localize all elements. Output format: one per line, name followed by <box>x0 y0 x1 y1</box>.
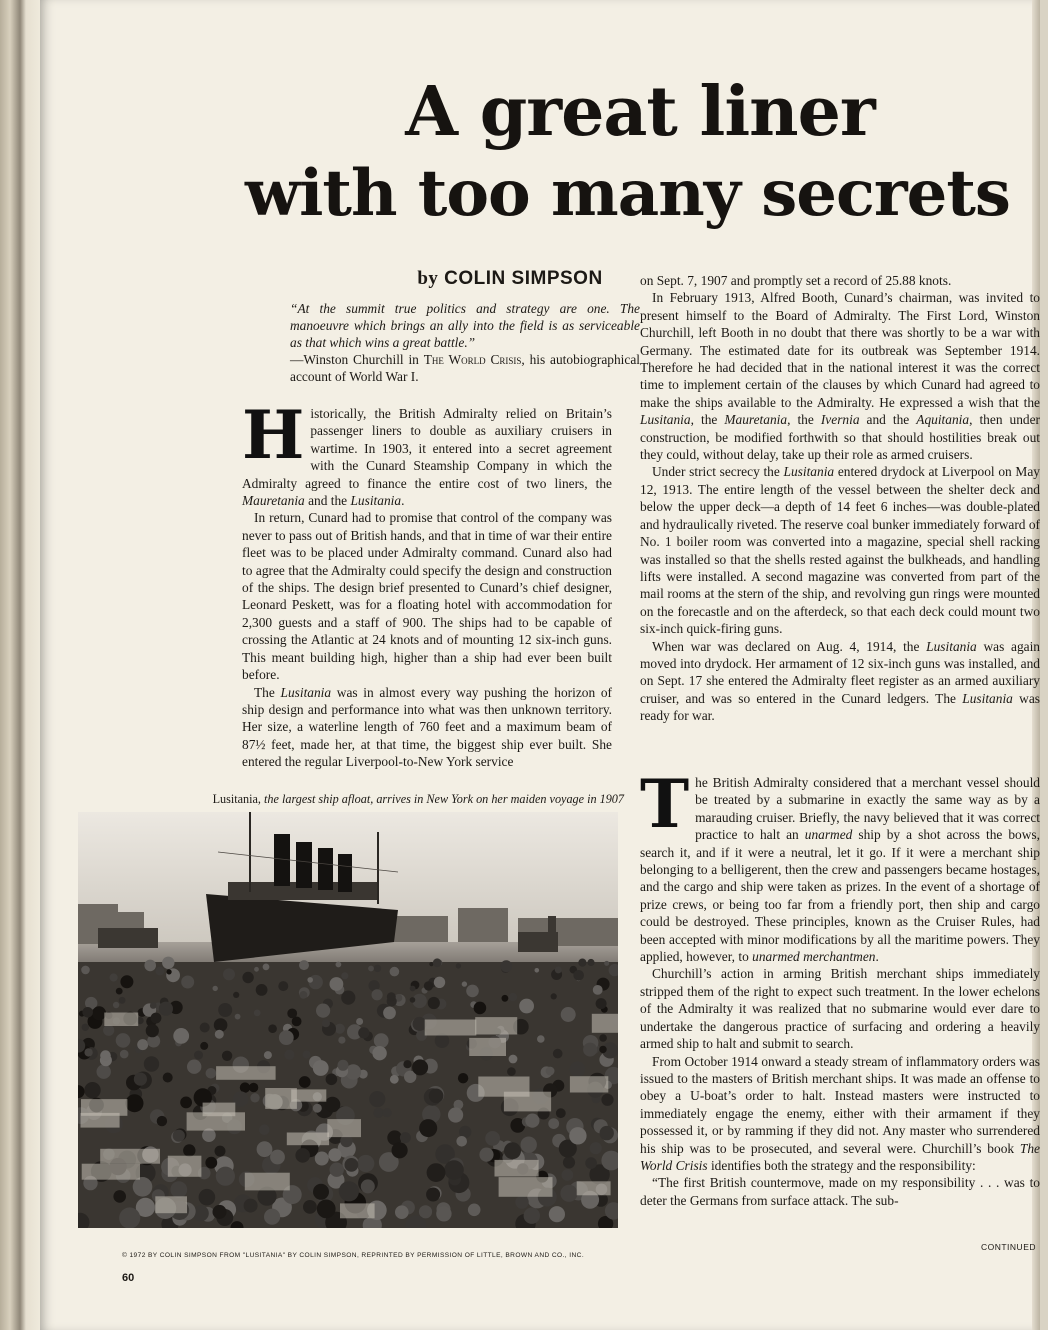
paragraph: on Sept. 7, 1907 and promptly set a record of 25.88 knots. <box>640 273 952 288</box>
text: was in almost every way pushing the horizon of ship design and performance into what was then unknown territory. Her size, a waterline length of 760 feet and a maximum beam of 87½ feet, made her, at that time, the biggest ship ever built. She entered the regular Liverpool-to-New York service <box>242 684 612 770</box>
book-title: The World Crisis <box>640 1140 1040 1173</box>
ship-name: Aquitania <box>916 412 970 428</box>
text: and the <box>859 412 917 428</box>
paragraph <box>640 463 1040 637</box>
photo-illustration <box>78 812 618 1228</box>
text: was again moved into drydock. Her armament of 12 six-inch guns was installed, and on Sept. 17 she entered the Admiralty fleet register as an armed auxiliary cruiser, and was so entered in the Cunard ledgers. The <box>640 638 1040 706</box>
text: . <box>401 493 405 509</box>
ship-name: Lusitania <box>926 638 977 654</box>
epigraph-quote: “At the summit true politics and strategy are one. The manoeuvre which brings an ally into the field is as serviceable as that which wins a great battle.” <box>290 301 640 350</box>
text: identifies both the strategy and the responsibility: <box>707 1157 976 1173</box>
ship-name: Mauretania <box>724 412 788 428</box>
paragraph: “The first British countermove, made on my responsibility . . . was to deter the Germans from surface attack. The sub- <box>640 1175 1040 1208</box>
page-number: 60 <box>122 1272 135 1284</box>
text: The <box>254 684 281 700</box>
magazine-page <box>40 0 1040 1330</box>
text: , then under construction, be modified forthwith so that should hostilities break out they could, without delay, take up their role as armed cruisers. <box>640 412 1041 463</box>
epigraph <box>290 300 640 385</box>
paragraph <box>640 765 1040 965</box>
text: Under strict secrecy the <box>652 464 784 480</box>
attribution-before: —Winston Churchill in <box>290 352 424 367</box>
emphasis: unarmed <box>804 827 853 843</box>
photo-caption <box>146 792 624 807</box>
binding-edge <box>0 0 40 1330</box>
byline-prefix: by <box>417 268 439 289</box>
drop-cap: H <box>242 396 305 474</box>
caption-text: the largest ship afloat, arrives in New York on her maiden voyage in 1907 <box>260 792 624 806</box>
text: From October 1914 onward a steady stream of inflammatory orders was issued to the masters of British merchant ships. It was made an offense to obey a U-boat’s order to halt. Instead masters were instructed to immediately engage the enemy, either with their armament if they possessed it, or by ramming if they did not. Any master who surrendered his ship was to be prosecuted, and several were. Churchill’s book <box>640 1053 1040 1156</box>
body-column-right-section-2 <box>640 765 1040 1209</box>
byline-author: COLIN SIMPSON <box>444 268 603 289</box>
text: ship by a shot across the bows, search it, and if it were a neutral, let it go. If it were a merchant ship belonging to a belligerent, then the crew and passengers became hostages, and the cargo and ship were taken as prizes. In the event of a shortage of prize crews, or being too far from a friendly port, then ship and cargo could be destroyed. These principles, known as the Cruiser Rules, had been accepted with minor modifications by all the maritime powers. They applied, however, to <box>640 827 1040 965</box>
article-title-line-1: A great liner <box>405 72 875 152</box>
ship-name: Ivernia <box>820 412 860 428</box>
paragraph: Churchill’s action in arming British merchant ships immediately stripped them of the right to expect such treatment. In the lower echelons of the Admiralty it was realized that no submarine would ever dare to undertake the dangerous practice of surfacing and ordering a heavily armed ship to halt and submit to search. <box>640 966 1040 1052</box>
ship-name: Lusitania <box>350 493 402 509</box>
text: . <box>875 949 879 965</box>
ship-name: Lusitania <box>640 412 691 428</box>
continued-label: CONTINUED <box>980 1242 1036 1252</box>
text: and the <box>304 493 351 509</box>
paragraph <box>640 289 1040 463</box>
caption-ship: Lusitania, <box>212 792 261 806</box>
body-column-left <box>242 396 612 771</box>
byline <box>370 268 650 290</box>
paragraph <box>242 396 612 509</box>
text: he British Admiralty considered that a merchant vessel should be treated by a submarine in exactly the same way as by a marauding cruiser. Briefly, the navy believed that it was correct practice to halt an <box>695 775 1040 843</box>
emphasis: unarmed merchantmen <box>752 949 876 965</box>
ship-name: Lusitania <box>783 464 835 480</box>
text: istorically, the British Admiralty relied on Britain’s passenger liners to double as auxiliary cruisers in wartime. In 1903, it entered into a secret agreement with the Cunard Steamship Company in which the Admiralty agreed to finance the entire cost of two liners, the <box>242 406 612 491</box>
lusitania-photo <box>78 812 618 1228</box>
text: was ready for war. <box>640 690 1040 724</box>
epigraph-attribution <box>290 351 640 385</box>
copyright-credit: © 1972 BY COLIN SIMPSON FROM "LUSITANIA" BY COLIN SIMPSON, REPRINTED BY PERMISSION OF LITTLE, BROWN AND CO., INC. <box>122 1252 585 1259</box>
drop-cap: T <box>640 765 690 843</box>
attribution-work: The World Crisis <box>423 352 522 367</box>
paragraph <box>640 1053 1040 1175</box>
text: , the <box>787 412 821 428</box>
text: In February 1913, Alfred Booth, Cunard’s chairman, was invited to present himself to the Board of Admiralty. The First Lord, Winston Churchill, left Booth in no doubt that there was shortly to be a war with Germany. The estimated date for its outbreak was September 1914. Therefore he had decided that in the national interest it was the correct time to implement certain of the clauses by which Cunard had agreed to make the ships available to the Admiralty. He expressed a wish that the <box>640 290 1040 410</box>
attribution-after: , his autobiographical account of World War I. <box>290 352 640 384</box>
body-column-right <box>640 272 1040 725</box>
text: entered drydock at Liverpool on May 12, 1913. The entire length of the vessel between the shelter deck and below the upper deck—a depth of 14 feet 6 inches—was double-plated and hydraulically riveted. The reserve coal bunker immediately forward of No. 1 boiler room was converted into a magazine, special shell racking was installed so that the shells rested against the bulkheads, and handling lifts were installed. A second magazine was converted from part of the mail rooms at the stern of the ship, and revolving gun rings were mounted on the forecastle and on the afterdeck, so that each deck could mount two six-inch quick-firing guns. <box>640 464 1040 637</box>
paragraph <box>242 684 612 771</box>
text: , the <box>690 412 725 428</box>
paragraph <box>640 638 1040 725</box>
paragraph: In return, Cunard had to promise that control of the company was never to pass out of British hands, and that in time of war their entire fleet was to be placed under Admiralty command. Cunard also had to agree that the Admiralty could specify the design and construction of the ships. The design brief presented to Cunard’s chief designer, Leonard Peskett, was for a floating hotel with accommodation for 2,300 guests and a staff of 900. The ships had to be capable of crossing the Atlantic at 24 knots and of mounting 12 six-inch guns. This meant building high, higher than a ship had ever been built before. <box>242 510 612 683</box>
ship-name: Lusitania <box>962 690 1013 706</box>
article-title-line-2: with too many secrets <box>245 156 1010 231</box>
ship-name: Mauretania <box>242 493 305 509</box>
text: When war was declared on Aug. 4, 1914, the <box>652 638 927 654</box>
ship-name: Lusitania <box>280 684 332 700</box>
